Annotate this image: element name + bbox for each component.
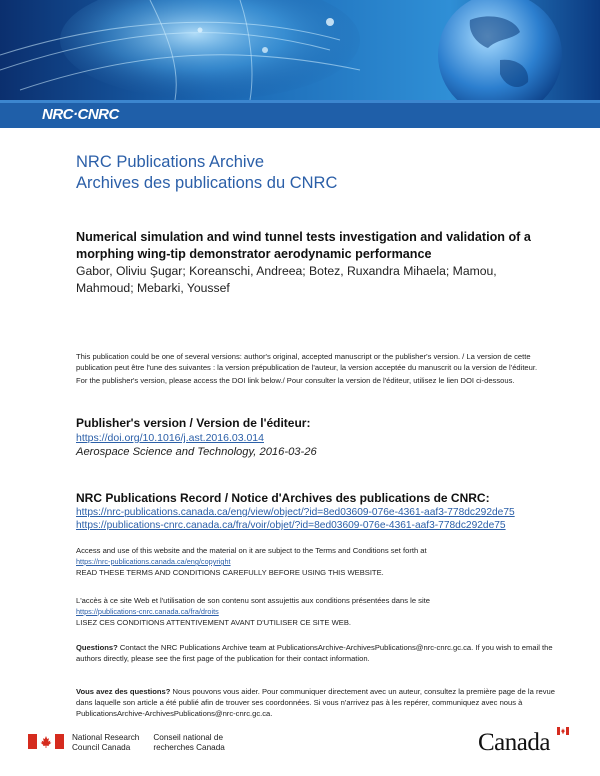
paper-info: [76, 229, 546, 297]
questions-en-block: [76, 642, 556, 664]
record-heading: NRC Publications Record / Notice d'Archives des publications de CNRC:: [76, 491, 490, 505]
terms-en-block: [76, 545, 556, 578]
version-notice: [76, 351, 546, 386]
doi-link[interactable]: https://doi.org/10.1016/j.ast.2016.03.014: [76, 432, 264, 444]
terms-fr-link[interactable]: https://publications-cnrc.canada.ca/fra/droits: [76, 607, 219, 616]
journal-citation: Aerospace Science and Technology, 2016-03-26: [76, 446, 317, 458]
archive-title-fr: Archives des publications du CNRC: [76, 174, 338, 192]
terms-en-caps: READ THESE TERMS AND CONDITIONS CAREFULLY BEFORE USING THIS WEBSITE.: [76, 568, 384, 577]
terms-en-text: Access and use of this website and the material on it are subject to the Terms and Conditions set forth at: [76, 546, 427, 555]
terms-en-link[interactable]: https://nrc-publications.canada.ca/eng/copyright: [76, 557, 231, 566]
questions-fr-text: Nous pouvons vous aider. Pour communiquer directement avec un auteur, consultez la première page de la revue dans laquelle son article a été publié afin de trouver ses coordonnées. Si vous n'arrivez pas à les repérer, communiquez avec nous à PublicationsArchive-ArchivesPublications@nrc-cnrc.gc.ca.: [76, 687, 555, 718]
publisher-version-heading: Publisher's version / Version de l'éditeur:: [76, 416, 311, 430]
footer-name-fr: [153, 733, 224, 753]
questions-fr-lead: Vous avez des questions?: [76, 687, 171, 696]
archive-title-block: [76, 152, 337, 194]
publications-record-section: [76, 491, 546, 532]
terms-fr-text: L'accès à ce site Web et l'utilisation de son contenu sont assujettis aux conditions présentées dans le site: [76, 596, 430, 605]
footer-en-line1: National Research: [72, 733, 140, 742]
canada-wordmark: Canada: [478, 729, 550, 756]
version-notice-text: This publication could be one of several versions: author's original, accepted manuscript or the publisher's version. / La version de cette publication peut être l'une des suivantes : la version prépublication de l'auteur, la version acceptée du manuscrit ou la version de l'éditeur.: [76, 352, 538, 372]
header-banner: [0, 0, 600, 128]
paper-authors: Gabor, Oliviu Şugar; Koreanschi, Andreea; Botez, Ruxandra Mihaela; Mamou, Mahmoud; Mebarki, Youssef: [76, 264, 497, 295]
doi-notice-text: For the publisher's version, please access the DOI link below./ Pour consulter la version de l'éditeur, utilisez le lien DOI ci-dessous.: [76, 376, 515, 385]
government-signature: [28, 733, 225, 753]
record-link-fr[interactable]: https://publications-cnrc.canada.ca/fra/voir/objet/?id=8ed03609-076e-4361-aaf3-778dc292de75: [76, 520, 506, 531]
nrc-cnrc-logo: NRC·CNRC: [42, 106, 119, 123]
footer-name-en: [72, 733, 139, 753]
questions-en-text: Contact the NRC Publications Archive team at PublicationsArchive-ArchivesPublications@nrc-cnrc.gc.ca. If you wish to email the authors directly, please see the first page of the publication for their contact information.: [76, 643, 553, 663]
footer-fr-line2: recherches Canada: [153, 743, 225, 752]
questions-fr-block: [76, 686, 556, 719]
paper-title: Numerical simulation and wind tunnel tests investigation and validation of a morphing wing-tip demonstrator aerodynamic performance: [76, 230, 531, 261]
record-link-en[interactable]: https://nrc-publications.canada.ca/eng/view/object/?id=8ed03609-076e-4361-aaf3-778dc292de75: [76, 507, 515, 518]
footer-en-line2: Council Canada: [72, 743, 131, 752]
questions-en-lead: Questions?: [76, 643, 118, 652]
wordmark-flag-icon: [557, 727, 569, 735]
canada-flag-icon: [28, 734, 64, 749]
terms-fr-caps: LISEZ CES CONDITIONS ATTENTIVEMENT AVANT D'UTILISER CE SITE WEB.: [76, 618, 352, 627]
footer-fr-line1: Conseil national de: [153, 733, 224, 742]
publisher-version-section: [76, 416, 546, 460]
archive-title-en: NRC Publications Archive: [76, 153, 264, 171]
terms-fr-block: [76, 595, 556, 628]
